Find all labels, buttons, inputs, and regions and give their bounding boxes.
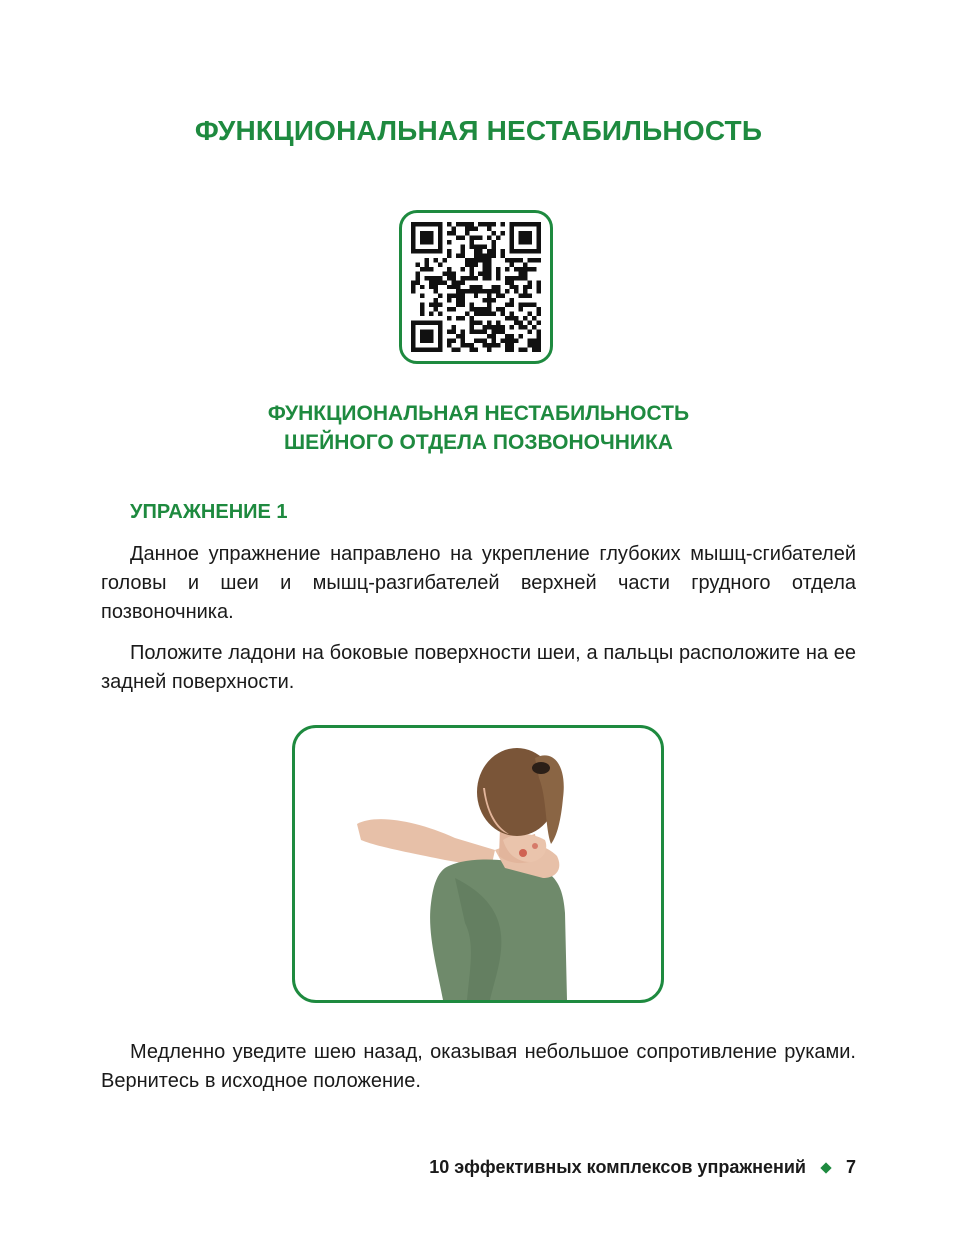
exercise-paragraph-1: Данное упражнение направлено на укрепление глубоких мышц-сгибателей головы и шеи и мышц-разгибателей верхней части грудного отдела позвоночника.	[101, 543, 856, 623]
exercise-paragraph-2: Положите ладони на боковые поверхности шеи, а пальцы расположите на ее задней поверхности.	[101, 642, 856, 693]
section-title	[0, 399, 957, 457]
exercise-paragraph-3: Медленно уведите шею назад, оказывая небольшое сопротивление руками. Вернитесь в исходное положение.	[101, 1041, 856, 1092]
section-title-line1: ФУНКЦИОНАЛЬНАЯ НЕСТАБИЛЬНОСТЬ	[267, 402, 690, 425]
exercise-photo	[292, 725, 664, 1003]
woman-holding-neck-illustration	[295, 728, 661, 1000]
page-footer	[429, 1157, 856, 1178]
qr-code-frame[interactable]	[399, 210, 553, 364]
footer-book-title: 10 эффективных комплексов упражнений	[429, 1157, 806, 1177]
exercise-title: УПРАЖНЕНИЕ 1	[130, 501, 288, 523]
page-number: 7	[845, 1157, 856, 1177]
diamond-icon	[820, 1162, 831, 1173]
qr-code-icon	[411, 222, 541, 352]
section-title-line2: ШЕЙНОГО ОТДЕЛА ПОЗВОНОЧНИКА	[284, 431, 673, 454]
page-title: ФУНКЦИОНАЛЬНАЯ НЕСТАБИЛЬНОСТЬ	[194, 114, 763, 146]
